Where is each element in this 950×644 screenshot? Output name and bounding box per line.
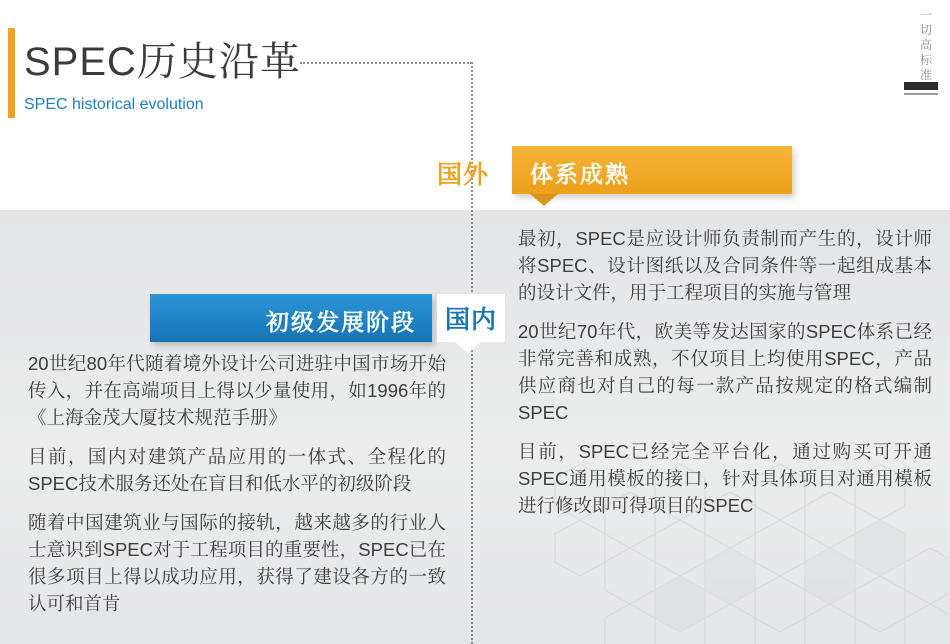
dotted-connector-vertical xyxy=(471,62,473,644)
banner-abroad-label: 体系成熟 xyxy=(530,161,630,187)
banner-domestic-label: 初级发展阶段 xyxy=(266,309,416,335)
domestic-paragraph-1: 20世纪80年代随着境外设计公司进驻中国市场开始传入，并在高端项目上得以少量使用，如1996年的《上海金茂大厦技术规范手册》 xyxy=(28,353,446,428)
corner-mark-decoration xyxy=(904,82,938,90)
abroad-text-column xyxy=(518,225,932,531)
abroad-paragraph-2: 20世纪70年代，欧美等发达国家的SPEC体系已经非常完善和成熟，不仅项目上均使用SPEC，产品供应商也对自己的每一款产品按规定的格式编制SPEC xyxy=(518,321,932,423)
banner-abroad-notch xyxy=(530,194,558,206)
label-abroad: 国外 xyxy=(437,161,490,189)
title-accent-bar xyxy=(8,28,15,118)
domestic-paragraph-3: 随着中国建筑业与国际的接轨，越来越多的行业人士意识到SPEC对于工程项目的重要性，SPEC已在很多项目上得以成功应用，获得了建设各方的一致认可和首肯 xyxy=(28,512,446,614)
dotted-connector-horizontal xyxy=(300,62,472,64)
banner-domestic xyxy=(150,294,432,342)
label-domestic: 国内 xyxy=(437,294,505,342)
page-title: SPEC历史沿革 xyxy=(24,40,301,84)
abroad-paragraph-3: 目前，SPEC已经完全平台化，通过购买可开通SPEC通用模板的接口，针对具体项目对通用模板进行修改即可得项目的SPEC xyxy=(518,441,932,516)
domestic-paragraph-2: 目前，国内对建筑产品应用的一体式、全程化的SPEC技术服务还处在盲目和低水平的初级阶段 xyxy=(28,446,446,494)
label-domestic-notch xyxy=(455,342,481,353)
abroad-paragraph-1: 最初，SPEC是应设计师负责制而产生的，设计师将SPEC、设计图纸以及合同条件等一起组成基本的设计文件，用于工程项目的实施与管理 xyxy=(518,228,932,303)
corner-vertical-text: 一切高标准 xyxy=(919,8,932,82)
banner-abroad xyxy=(512,146,792,194)
page-subtitle: SPEC historical evolution xyxy=(24,96,204,113)
domestic-text-column xyxy=(28,350,446,617)
